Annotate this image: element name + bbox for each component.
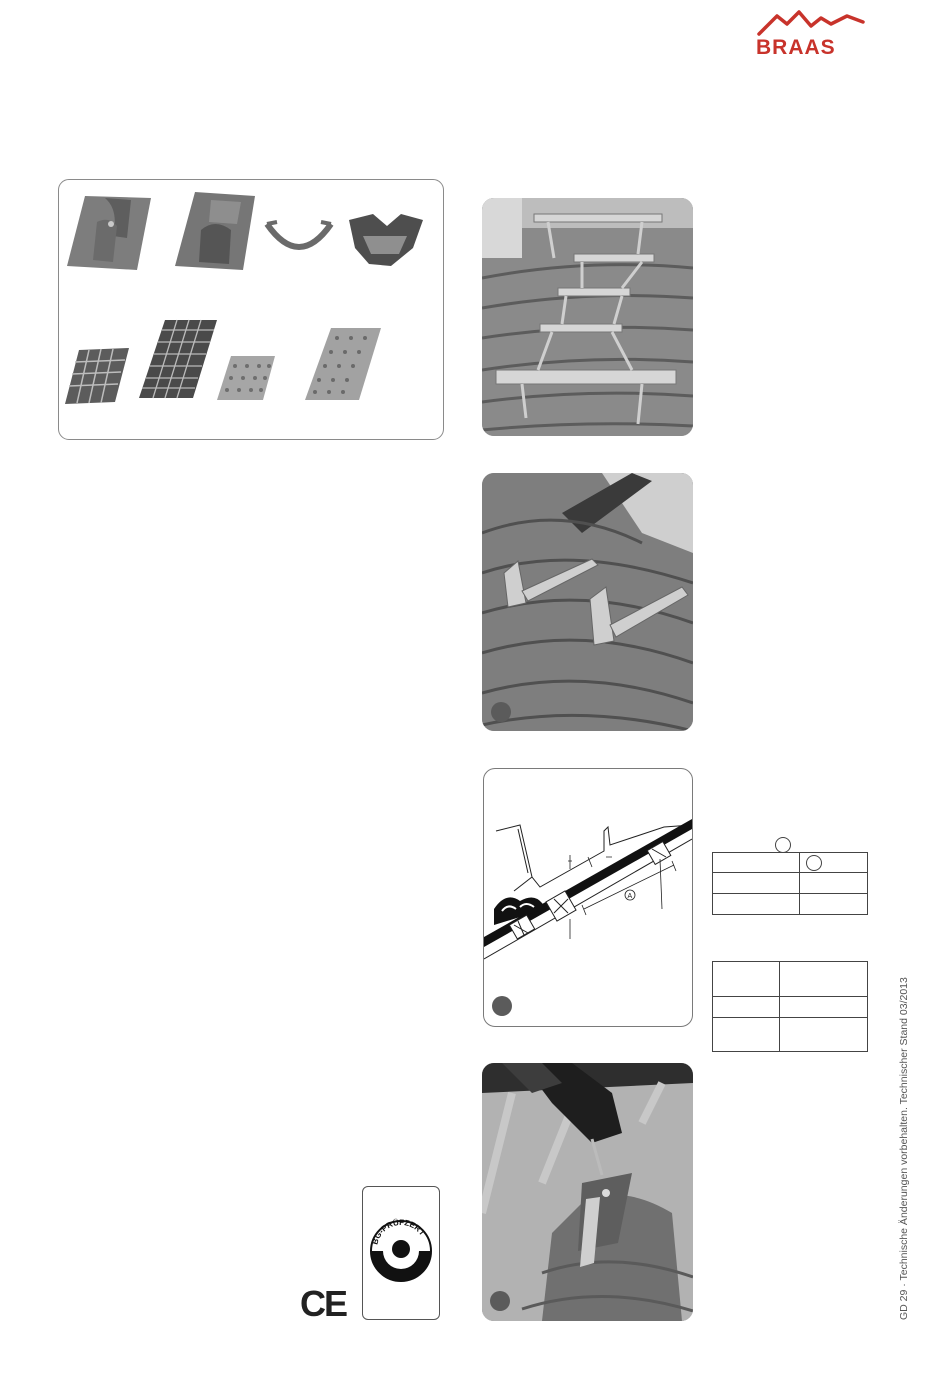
spec-table-1	[712, 852, 868, 915]
drilling-into-roof-tile-photo	[482, 1063, 693, 1321]
long-step-grate-icon	[135, 318, 219, 400]
roof-hook-bracket-icon	[343, 210, 427, 270]
spec-table-2-cell	[713, 997, 780, 1018]
seal-text: BG-PRÜFZERT	[370, 1217, 427, 1246]
spec-table-2-cell	[780, 962, 868, 997]
spec-table-2-cell	[780, 997, 868, 1018]
spec-table-1-cell	[800, 894, 868, 915]
spec-table-2-cell	[713, 1018, 780, 1052]
spec-table-2	[712, 961, 868, 1052]
spec-table-1-cell	[800, 873, 868, 894]
column-marker-b-icon	[806, 855, 822, 871]
product-overview-panel	[58, 179, 444, 440]
short-perforated-step-icon	[215, 352, 277, 404]
short-step-grate-icon	[63, 346, 131, 406]
installed-roof-steps-photo	[482, 198, 693, 436]
roof-wave-logo-icon	[757, 8, 869, 38]
spec-table-1-cell	[713, 853, 800, 873]
dimension-label-a: A	[627, 893, 633, 900]
spec-table-2-cell	[713, 962, 780, 997]
brand-name: BRAAS	[756, 36, 836, 59]
column-marker-a-icon	[775, 837, 791, 853]
step-brackets-on-tiles-photo	[482, 473, 693, 731]
snow-hook-icon	[263, 218, 335, 262]
spec-table-1-cell	[800, 853, 868, 873]
tile-with-roof-base-icon	[171, 190, 261, 274]
spec-table-1-cell	[713, 894, 800, 915]
installation-cross-section-diagram	[483, 768, 693, 1027]
long-perforated-step-icon	[301, 326, 383, 404]
spec-table-1-cell	[713, 873, 800, 894]
ce-mark: CE	[300, 1283, 347, 1324]
tile-with-step-base-icon	[65, 192, 157, 272]
spec-table-2-cell	[780, 1018, 868, 1052]
document-footnote: GD 29 · Technische Änderungen vorbehalten. Technischer Stand 03/2013	[898, 977, 910, 1320]
bg-pruefzert-seal	[362, 1186, 440, 1320]
